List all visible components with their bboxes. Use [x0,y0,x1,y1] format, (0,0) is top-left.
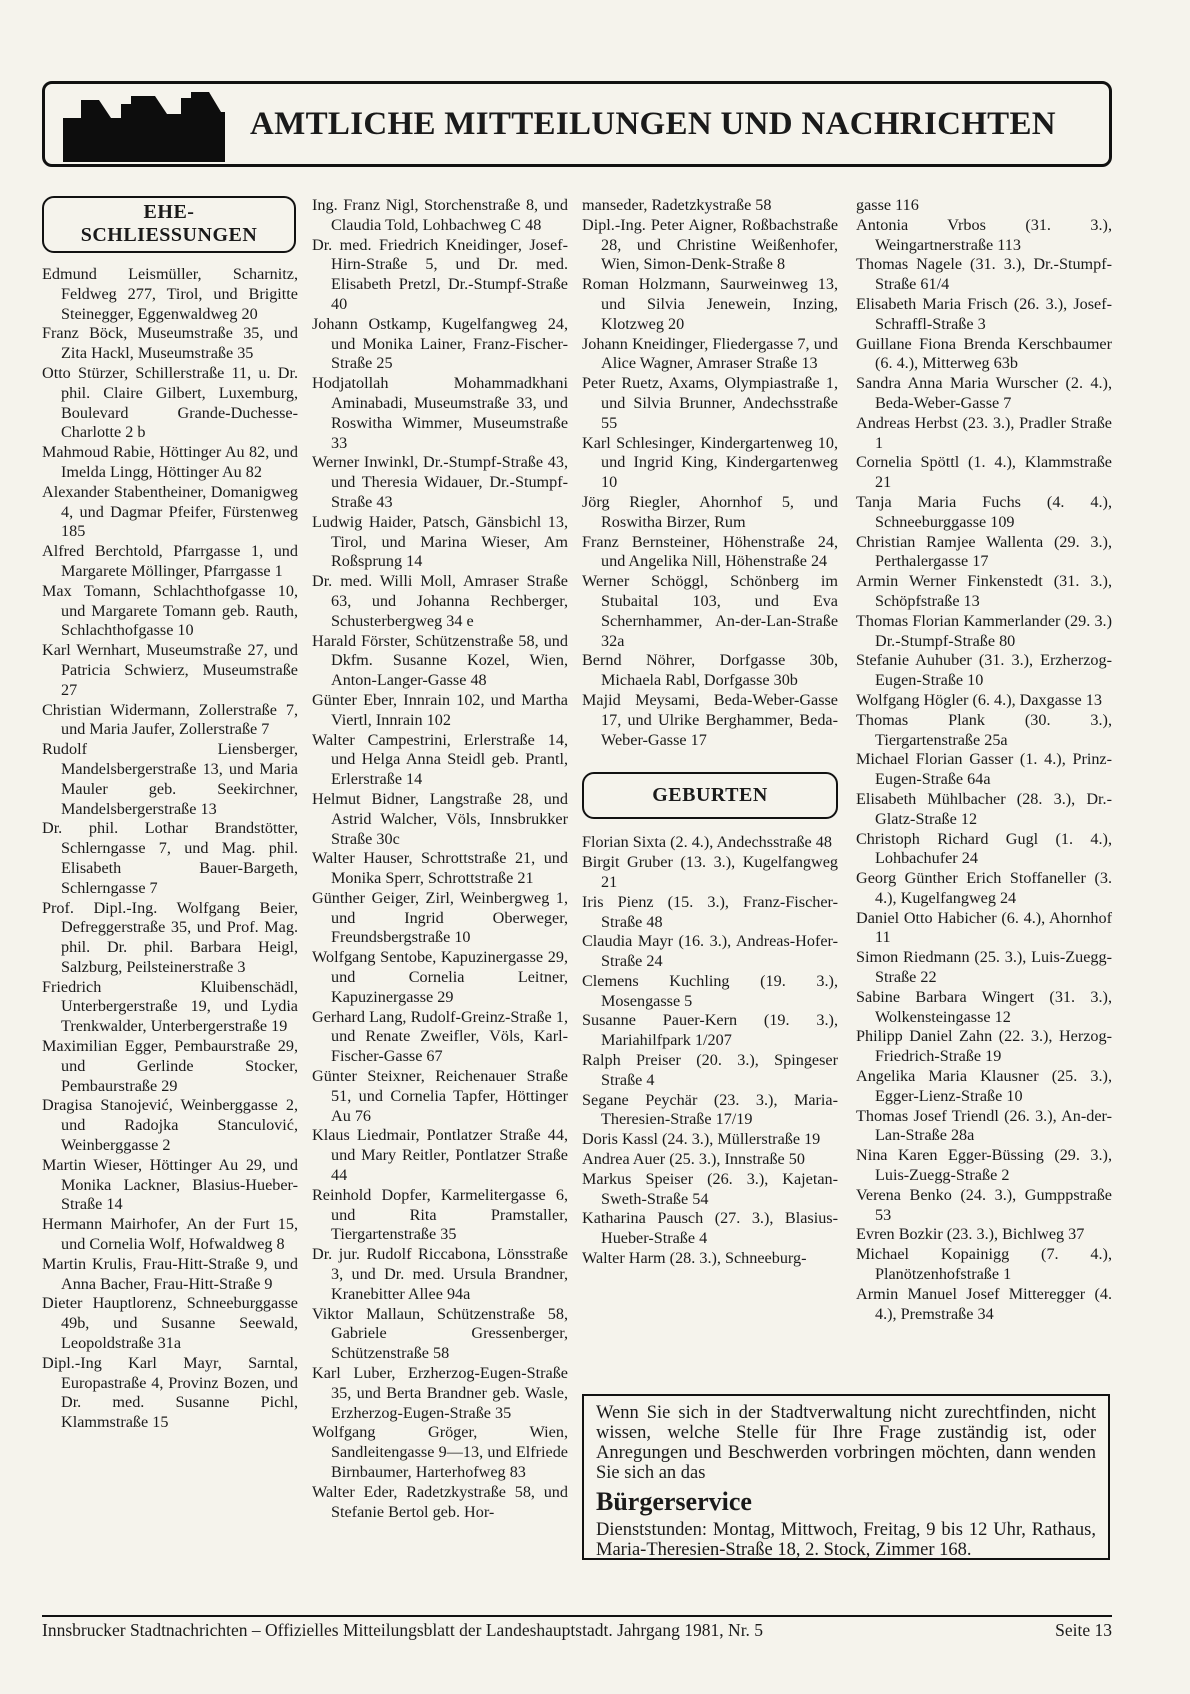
list-item: Elisabeth Mühlbacher (28. 3.), Dr.-Glatz-Straße 12 [856,789,1112,828]
list-item: Ralph Preiser (20. 3.), Spingeser Straße 4 [582,1051,838,1089]
list-item: Max Tomann, Schlachthofgasse 10, und Margarete Tomann geb. Rauth, Schlachthofgasse 10 [42,581,298,640]
list-item: Gerhard Lang, Rudolf-Greinz-Straße 1, und Renate Zweifler, Völs, Karl-Fischer-Gasse 67 [312,1007,568,1066]
list-item: Christian Widermann, Zollerstraße 7, und Maria Jaufer, Zollerstraße 7 [42,700,298,739]
list-item: Franz Bernsteiner, Höhenstraße 24, und Angelika Nill, Höhenstraße 24 [582,532,838,571]
list-item: Elisabeth Maria Frisch (26. 3.), Josef-Schraffl-Straße 3 [856,294,1112,333]
list-item: Günther Geiger, Zirl, Weinbergweg 1, und Ingrid Oberweger, Freundsbergstraße 10 [312,888,568,947]
list-item: Maximilian Egger, Pembaurstraße 29, und Gerlinde Stocker, Pembaurstraße 29 [42,1037,298,1095]
column-4 [856,196,1112,1324]
list-item: Martin Krulis, Frau-Hitt-Straße 9, und Anna Bacher, Frau-Hitt-Straße 9 [42,1254,298,1293]
list-item: Markus Speiser (26. 3.), Kajetan-Sweth-Straße 54 [582,1169,838,1208]
list-item: Florian Sixta (2. 4.), Andechsstraße 48 [582,833,832,852]
list-item: Dragisa Stanojević, Weinberggasse 2, und Radojka Stanculović, Weinberggasse 2 [42,1096,298,1155]
list-item: Christian Ramjee Wallenta (29. 3.), Perthalergasse 17 [856,532,1112,571]
citizen-service-hours: Dienststunden: Montag, Mittwoch, Freitag, 9 bis 12 Uhr, Rathaus, Maria-Theresien-Straße 18, 2. Stock, Zimmer 168. [596,1520,1096,1560]
citizen-service-heading: Bürgerservice [596,1487,752,1516]
list-item: Dipl.-Ing. Peter Aigner, Roßbachstraße 28, und Christine Weißenhofer, Wien, Simon-Denk-Straße 8 [582,215,838,274]
list-item: Daniel Otto Habicher (6. 4.), Ahornhof 11 [856,908,1112,947]
list-item: Klaus Liedmair, Pontlatzer Straße 44, und Mary Reitler, Pontlatzer Straße 44 [312,1126,568,1185]
list-item: Werner Inwinkl, Dr.-Stumpf-Straße 43, und Theresia Widauer, Dr.-Stumpf-Straße 43 [312,453,568,511]
list-item: Harald Förster, Schützenstraße 58, und Dkfm. Susanne Kozel, Wien, Anton-Langer-Gasse 48 [312,631,568,690]
list-item: Walter Campestrini, Erlerstraße 14, und Helga Anna Steidl geb. Prantl, Erlerstraße 14 [312,730,568,789]
list-item: Michael Florian Gasser (1. 4.), Prinz-Eugen-Straße 64a [856,750,1112,789]
births-list-1 [582,833,838,1269]
list-item: Iris Pienz (15. 3.), Franz-Fischer-Straße 48 [582,892,838,931]
list-item: Sandra Anna Maria Wurscher (2. 4.), Beda-Weber-Gasse 7 [856,374,1112,412]
list-item: Wolfgang Högler (6. 4.), Daxgasse 13 [856,690,1102,709]
list-item: Dieter Hauptlorenz, Schneeburggasse 49b, und Susanne Seewald, Leopoldstraße 31a [42,1294,298,1353]
list-item: Dr. phil. Lothar Brandstötter, Schlerngasse 7, und Mag. phil. Elisabeth Bauer-Bargeth, Schlerngasse 7 [42,819,298,897]
list-item: Wolfgang Gröger, Wien, Sandleitengasse 9—13, und Elfriede Birnbaumer, Harterhofweg 83 [312,1423,568,1481]
list-item: Doris Kassl (24. 3.), Müllerstraße 19 [582,1130,821,1149]
list-item: Antonia Vrbos (31. 3.), Weingartnerstraße 113 [856,215,1112,254]
list-item: Sabine Barbara Wingert (31. 3.), Wolkensteingasse 12 [856,987,1112,1026]
list-item: Stefanie Auhuber (31. 3.), Erzherzog-Eugen-Straße 10 [856,651,1112,690]
list-item: Tanja Maria Fuchs (4. 4.), Schneeburggasse 109 [856,492,1112,531]
list-item: Alfred Berchtold, Pfarrgasse 1, und Margarete Möllinger, Pfarrgasse 1 [42,542,298,580]
list-item: Dr. jur. Rudolf Riccabona, Lönsstraße 3, und Dr. med. Ursula Brandner, Kranebitter Allee 94a [312,1245,568,1303]
column-1 [42,196,298,1433]
list-item: Werner Schöggl, Schönberg im Stubaital 103, und Eva Schernhammer, An-der-Lan-Straße 32a [582,572,838,650]
list-item: Susanne Pauer-Kern (19. 3.), Mariahilfpark 1/207 [582,1011,838,1050]
column-2 [312,196,568,1522]
list-item: manseder, Radetzkystraße 58 [582,196,772,214]
list-item: Günter Eber, Innrain 102, und Martha Viertl, Innrain 102 [312,690,568,729]
list-item: Jörg Riegler, Ahornhof 5, und Roswitha Birzer, Rum [582,492,838,531]
section-heading-births: GEBURTEN [582,772,838,819]
births-list-2 [856,196,1112,1324]
list-item: Guillane Fiona Brenda Kerschbaumer (6. 4.), Mitterweg 63b [856,334,1112,373]
citizen-service-box [582,1394,1110,1560]
citizen-service-intro: Wenn Sie sich in der Stadtverwaltung nicht zurechtfinden, nicht wissen, welche Stelle für Ihre Frage zuständig ist, oder Anregungen und Beschwerden vorbringen möchten, dann wenden Sie sich an das [596,1403,1096,1483]
list-item: Martin Wieser, Höttinger Au 29, und Monika Lackner, Blasius-Hueber-Straße 14 [42,1155,298,1214]
list-item: Johann Kneidinger, Fliedergasse 7, und Alice Wagner, Amraser Straße 13 [582,334,838,373]
list-item: Thomas Josef Triendl (26. 3.), An-der-Lan-Straße 28a [856,1106,1112,1145]
list-item: Andreas Herbst (23. 3.), Pradler Straße 1 [856,413,1112,452]
list-item: Nina Karen Egger-Büssing (29. 3.), Luis-Zuegg-Straße 2 [856,1146,1112,1185]
marriages-list-3 [582,196,838,750]
page-number: Seite 13 [1055,1620,1112,1640]
list-item: Armin Manuel Josef Mitteregger (4. 4.), Premstraße 34 [856,1284,1112,1323]
list-item: Bernd Nöhrer, Dorfgasse 30b, Michaela Rabl, Dorfgasse 30b [582,651,838,690]
page-header [42,81,1112,167]
list-item: Karl Wernhart, Museumstraße 27, und Patricia Schwierz, Museumstraße 27 [42,641,298,699]
list-item: Katharina Pausch (27. 3.), Blasius-Hueber-Straße 4 [582,1209,838,1248]
list-item: Otto Stürzer, Schillerstraße 11, u. Dr. phil. Claire Gilbert, Luxemburg, Boulevard Grande-Duchesse-Charlotte 2 b [42,363,298,442]
list-item: Rudolf Liensberger, Mandelsbergerstraße 13, und Maria Mauler geb. Seekirchner, Mandelsbergerstraße 13 [42,740,298,818]
list-item: Simon Riedmann (25. 3.), Luis-Zuegg-Straße 22 [856,948,1112,987]
list-item: gasse 116 [856,196,919,214]
list-item: Andrea Auer (25. 3.), Innstraße 50 [582,1150,805,1169]
list-item: Ing. Franz Nigl, Storchenstraße 8, und Claudia Told, Lohbachweg C 48 [312,196,568,234]
list-item: Evren Bozkir (23. 3.), Bichlweg 37 [856,1225,1085,1244]
marriages-list-1 [42,265,298,1433]
list-item: Birgit Gruber (13. 3.), Kugelfangweg 21 [582,853,838,891]
column-3 [582,196,838,1269]
list-item: Dr. med. Friedrich Kneidinger, Josef-Hirn-Straße 5, und Dr. med. Elisabeth Pretzl, Dr.-Stumpf-Straße 40 [312,235,568,313]
list-item: Claudia Mayr (16. 3.), Andreas-Hofer-Straße 24 [582,932,838,971]
list-item: Johann Ostkamp, Kugelfangweg 24, und Monika Lainer, Franz-Fischer-Straße 25 [312,314,568,373]
list-item: Franz Böck, Museumstraße 35, und Zita Hackl, Museumstraße 35 [42,324,298,363]
list-item: Thomas Plank (30. 3.), Tiergartenstraße 25a [856,710,1112,749]
list-item: Majid Meysami, Beda-Weber-Gasse 17, und Ulrike Berghammer, Beda-Weber-Gasse 17 [582,690,838,749]
list-item: Wolfgang Sentobe, Kapuzinergasse 29, und Cornelia Leitner, Kapuzinergasse 29 [312,948,568,1006]
list-item: Michael Kopainigg (7. 4.), Planötzenhofstraße 1 [856,1245,1112,1284]
list-item: Peter Ruetz, Axams, Olympiastraße 1, und Silvia Brunner, Andechsstraße 55 [582,374,838,432]
list-item: Helmut Bidner, Langstraße 28, und Astrid Walcher, Völs, Innsbrukker Straße 30c [312,789,568,848]
publication-info: Innsbrucker Stadtnachrichten – Offizielles Mitteilungsblatt der Landeshauptstadt. Jahrgang 1981, Nr. 5 [42,1620,764,1640]
section-heading-marriages: EHE- SCHLIESSUNGEN [42,196,296,253]
list-item: Christoph Richard Gugl (1. 4.), Lohbachufer 24 [856,829,1112,868]
list-item: Hermann Mairhofer, An der Furt 15, und Cornelia Wolf, Hofwaldweg 8 [42,1215,298,1254]
list-item: Roman Holzmann, Saurweinweg 13, und Silvia Jenewein, Inzing, Klotzweg 20 [582,275,838,333]
list-item: Thomas Florian Kammerlander (29. 3.) Dr.-Stumpf-Straße 80 [856,611,1112,650]
list-item: Viktor Mallaun, Schützenstraße 58, Gabriele Gressenberger, Schützenstraße 58 [312,1304,568,1363]
list-item: Cornelia Spöttl (1. 4.), Klammstraße 21 [856,453,1112,492]
list-item: Dr. med. Willi Moll, Amraser Straße 63, und Johanna Rechberger, Schusterbergweg 34 e [312,572,568,630]
list-item: Edmund Leismüller, Scharnitz, Feldweg 277, Tirol, und Brigitte Steinegger, Eggenwaldweg 20 [42,265,298,323]
list-item: Friedrich Kluibenschädl, Unterbergerstraße 19, und Lydia Trenkwalder, Unterbergerstraße 19 [42,977,298,1036]
list-item: Thomas Nagele (31. 3.), Dr.-Stumpf-Straße 61/4 [856,255,1112,294]
list-item: Philipp Daniel Zahn (22. 3.), Herzog-Friedrich-Straße 19 [856,1027,1112,1066]
list-item: Mahmoud Rabie, Höttinger Au 82, und Imelda Lingg, Höttinger Au 82 [42,443,298,481]
list-item: Karl Luber, Erzherzog-Eugen-Straße 35, und Berta Brandner geb. Wasle, Erzherzog-Eugen-Straße 35 [312,1364,568,1422]
list-item: Reinhold Dopfer, Karmelitergasse 6, und Rita Pramstaller, Tiergartenstraße 35 [312,1185,568,1244]
list-item: Karl Schlesinger, Kindergartenweg 10, und Ingrid King, Kindergartenweg 10 [582,433,838,492]
list-item: Hodjatollah Mohammadkhani Aminabadi, Museumstraße 33, und Roswitha Wimmer, Museumstraße 33 [312,374,568,452]
list-item: Prof. Dipl.-Ing. Wolfgang Beier, Defreggerstraße 35, und Prof. Mag. phil. Dr. phil. Barbara Heigl, Salzburg, Peilsteinerstraße 3 [42,898,298,976]
list-item: Angelika Maria Klausner (25. 3.), Egger-Lienz-Straße 10 [856,1067,1112,1105]
list-item: Segane Peychär (23. 3.), Maria-Theresien-Straße 17/19 [582,1090,838,1129]
list-item: Dipl.-Ing Karl Mayr, Sarntal, Europastraße 4, Provinz Bozen, und Dr. med. Susanne Pichl, Klammstraße 15 [42,1353,298,1432]
list-item: Walter Harm (28. 3.), Schneeburg- [582,1249,807,1268]
list-item: Armin Werner Finkenstedt (31. 3.), Schöpfstraße 13 [856,572,1112,610]
page-footer [42,1615,1112,1641]
list-item: Ludwig Haider, Patsch, Gänsbichl 13, Tirol, und Marina Wieser, Am Roßsprung 14 [312,512,568,571]
list-item: Alexander Stabentheiner, Domanigweg 4, und Dagmar Pfeifer, Fürstenweg 185 [42,482,298,541]
list-item: Walter Hauser, Schrottstraße 21, und Monika Sperr, Schrottstraße 21 [312,849,568,888]
page-title: AMTLICHE MITTEILUNGEN UND NACHRICHTEN [250,106,1056,142]
marriages-list-2 [312,196,568,1522]
list-item: Clemens Kuchling (19. 3.), Mosengasse 5 [582,971,838,1010]
list-item: Günter Steixner, Reichenauer Straße 51, und Cornelia Tapfer, Höttinger Au 76 [312,1067,568,1125]
list-item: Walter Eder, Radetzkystraße 58, und Stefanie Bertol geb. Hor- [312,1482,568,1521]
list-item: Georg Günther Erich Stoffaneller (3. 4.), Kugelfangweg 24 [856,869,1112,907]
city-roofs-logo-icon [59,90,229,162]
list-item: Verena Benko (24. 3.), Gumppstraße 53 [856,1185,1112,1224]
